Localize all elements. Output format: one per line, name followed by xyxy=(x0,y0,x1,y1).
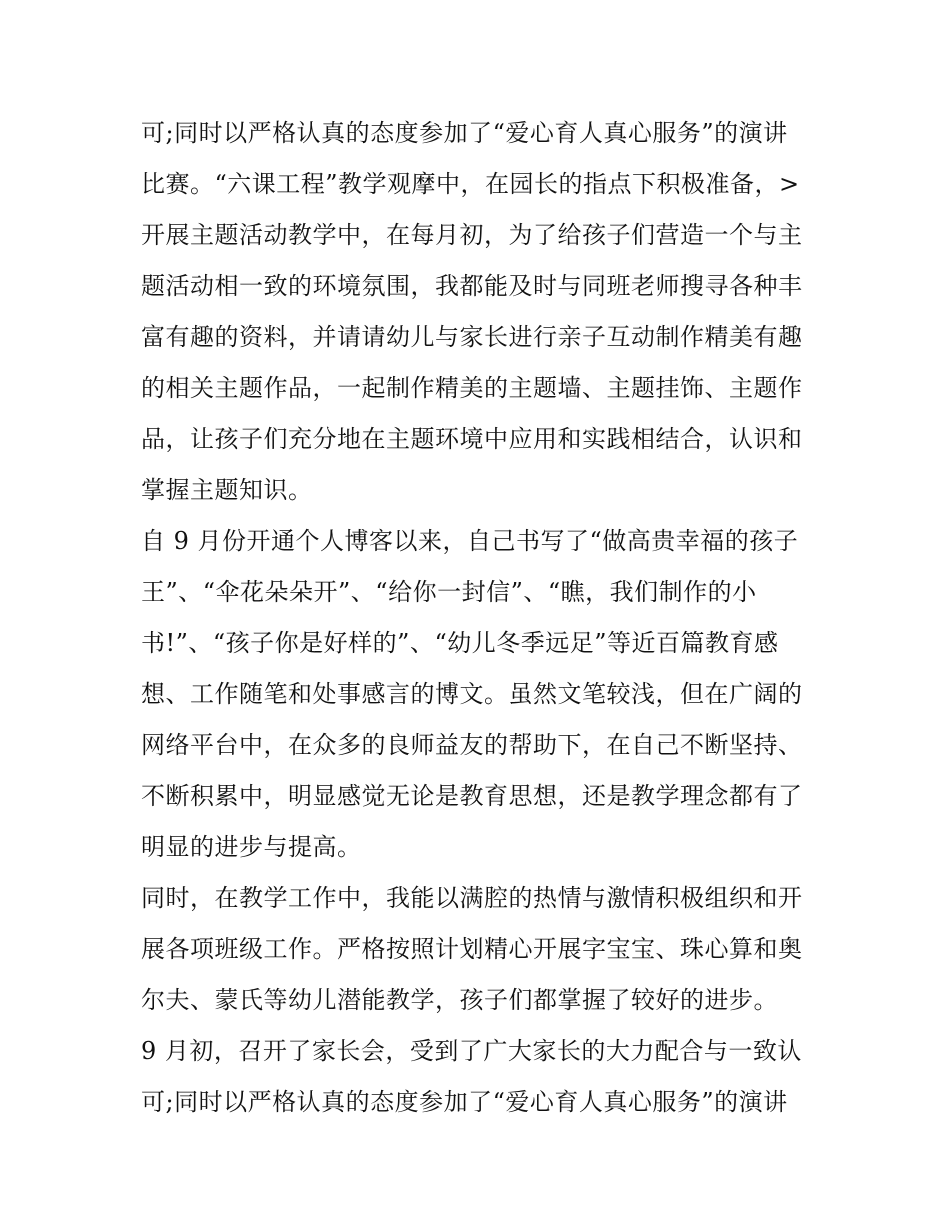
text-line: 开展主题活动教学中，在每月初，为了给孩子们营造一个与主 xyxy=(141,221,803,249)
text-line: 的相关主题作品，一起制作精美的主题墙、主题挂饰、主题作 xyxy=(141,374,803,402)
text-line: 尔夫、蒙氏等幼儿潜能教学，孩子们都掌握了较好的进步。 xyxy=(141,986,778,1014)
text-line: 品，让孩子们充分地在主题环境中应用和实践相结合，认识和 xyxy=(141,425,803,453)
text-line: 书!”、“孩子你是好样的”、“幼儿冬季远足”等近百篇教育感 xyxy=(141,629,779,657)
text-line: 不断积累中，明显感觉无论是教育思想，还是教学理念都有了 xyxy=(141,782,803,810)
text-line: 题活动相一致的环境氛围，我都能及时与同班老师搜寻各种丰 xyxy=(141,272,803,300)
text-line: 明显的进步与提高。 xyxy=(141,833,362,861)
text-line: 可;同时以严格认真的态度参加了“爱心育人真心服务”的演讲 xyxy=(141,119,788,147)
text-line: 富有趣的资料，并请请幼儿与家长进行亲子互动制作精美有趣 xyxy=(141,323,803,351)
text-line: 掌握主题知识。 xyxy=(141,476,313,504)
text-line: 展各项班级工作。严格按照计划精心开展字宝宝、珠心算和奥 xyxy=(141,935,803,963)
text-line: 比赛。“六课工程”教学观摩中，在园长的指点下积极准备，> xyxy=(141,170,800,198)
text-line: 王”、“伞花朵朵开”、“给你一封信”、“瞧，我们制作的小 xyxy=(141,578,757,606)
text-line: 自 9 月份开通个人博客以来，自己书写了“做高贵幸福的孩子 xyxy=(141,527,799,555)
text-line: 可;同时以严格认真的态度参加了“爱心育人真心服务”的演讲 xyxy=(141,1088,788,1116)
document-body xyxy=(141,108,821,1128)
text-line: 9 月初，召开了家长会，受到了广大家长的大力配合与一致认 xyxy=(141,1037,802,1065)
text-line: 想、工作随笔和处事感言的博文。虽然文笔较浅，但在广阔的 xyxy=(141,680,803,708)
text-line: 网络平台中，在众多的良师益友的帮助下，在自己不断坚持、 xyxy=(141,731,803,759)
text-line: 同时，在教学工作中，我能以满腔的热情与激情积极组织和开 xyxy=(141,884,803,912)
